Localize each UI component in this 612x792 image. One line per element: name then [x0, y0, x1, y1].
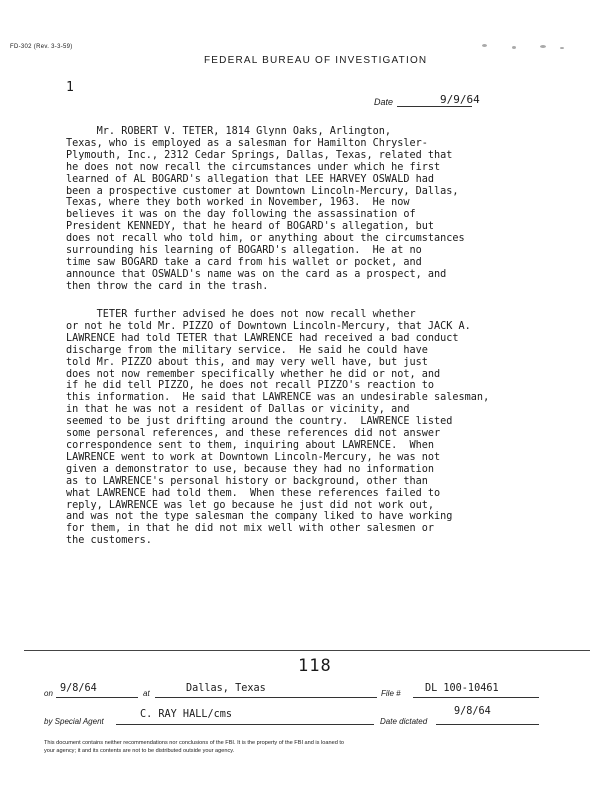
on-underline: [56, 697, 138, 698]
on-label: on: [44, 689, 53, 698]
file-label: File #: [381, 689, 401, 698]
serial-number: 118: [298, 656, 332, 676]
date-value: 9/9/64: [440, 93, 480, 106]
agency-title: FEDERAL BUREAU OF INVESTIGATION: [204, 55, 428, 66]
footer-divider: [24, 650, 590, 651]
on-value: 9/8/64: [60, 683, 97, 694]
file-underline: [413, 697, 539, 698]
dictated-label: Date dictated: [380, 717, 428, 726]
at-label: at: [143, 689, 150, 698]
disclaimer-text: This document contains neither recommendations nor conclusions of the FBI. It is the property of the FBI and is loaned to your agency; it and its contents are not to be distributed outside your agency.: [44, 740, 345, 754]
file-value: DL 100-10461: [425, 683, 499, 694]
agent-label: by Special Agent: [44, 717, 104, 726]
at-value: Dallas, Texas: [186, 683, 266, 694]
body-paragraph-1: Mr. ROBERT V. TETER, 1814 Glynn Oaks, Arlington, Texas, who is employed as a salesman for Hamilton Chrysler- Plymouth, Inc., 2312 Cedar Springs, Dallas, Texas, related that he does not now recall the circumstances under which he first learned of AL BOGARD's allegation that LEE HARVEY OSWALD had been a prospective customer at Downtown Lincoln-Mercury, Dallas, Texas, where they both worked in November, 1963. He now believes it was on the day following the assassination of President KENNEDY, that he heard of BOGARD's allegation, but does not recall who told him, or anything about the circumstances surrounding his learning of BOGARD's allegation. He at no time saw BOGARD take a card from his wallet or pocket, and announce that OSWALD's name was on the card as a prospect, and then throw the card in the trash.: [66, 126, 465, 292]
dictated-value: 9/8/64: [454, 706, 491, 717]
agent-underline: [116, 724, 374, 725]
body-paragraph-2: TETER further advised he does not now recall whether or not he told Mr. PIZZO of Downtown Lincoln-Mercury, that JACK A. LAWRENCE had told TETER that LAWRENCE had received a bad conduct discharge from the military service. He said he could have told Mr. PIZZO about this, and may very well have, but just does not now remember specifically whether he did or not, and if he did tell PIZZO, he does not recall PIZZO's reaction to this information. He said that LAWRENCE was an undesirable salesman, in that he was not a resident of Dallas or vicinity, and seemed to be just drifting around the country. LAWRENCE listed some personal references, and these references did not answer correspondence sent to them, inquiring about LAWRENCE. When LAWRENCE went to work at Downtown Lincoln-Mercury, he was not given a demonstrator to use, because they had no information as to LAWRENCE's personal history or background, other than what LAWRENCE had told them. When these references failed to reply, LAWRENCE was let go because he just did not work out, and was not the type salesman the company liked to have working for them, in that he did not mix well with other salesmen or the customers.: [66, 309, 490, 547]
at-underline: [155, 697, 377, 698]
agent-value: C. RAY HALL/cms: [140, 709, 233, 720]
date-underline: [397, 106, 472, 107]
form-number: FD-302 (Rev. 3-3-59): [10, 44, 73, 50]
dictated-underline: [436, 724, 539, 725]
date-label: Date: [374, 97, 394, 107]
page-number: 1: [66, 80, 74, 95]
